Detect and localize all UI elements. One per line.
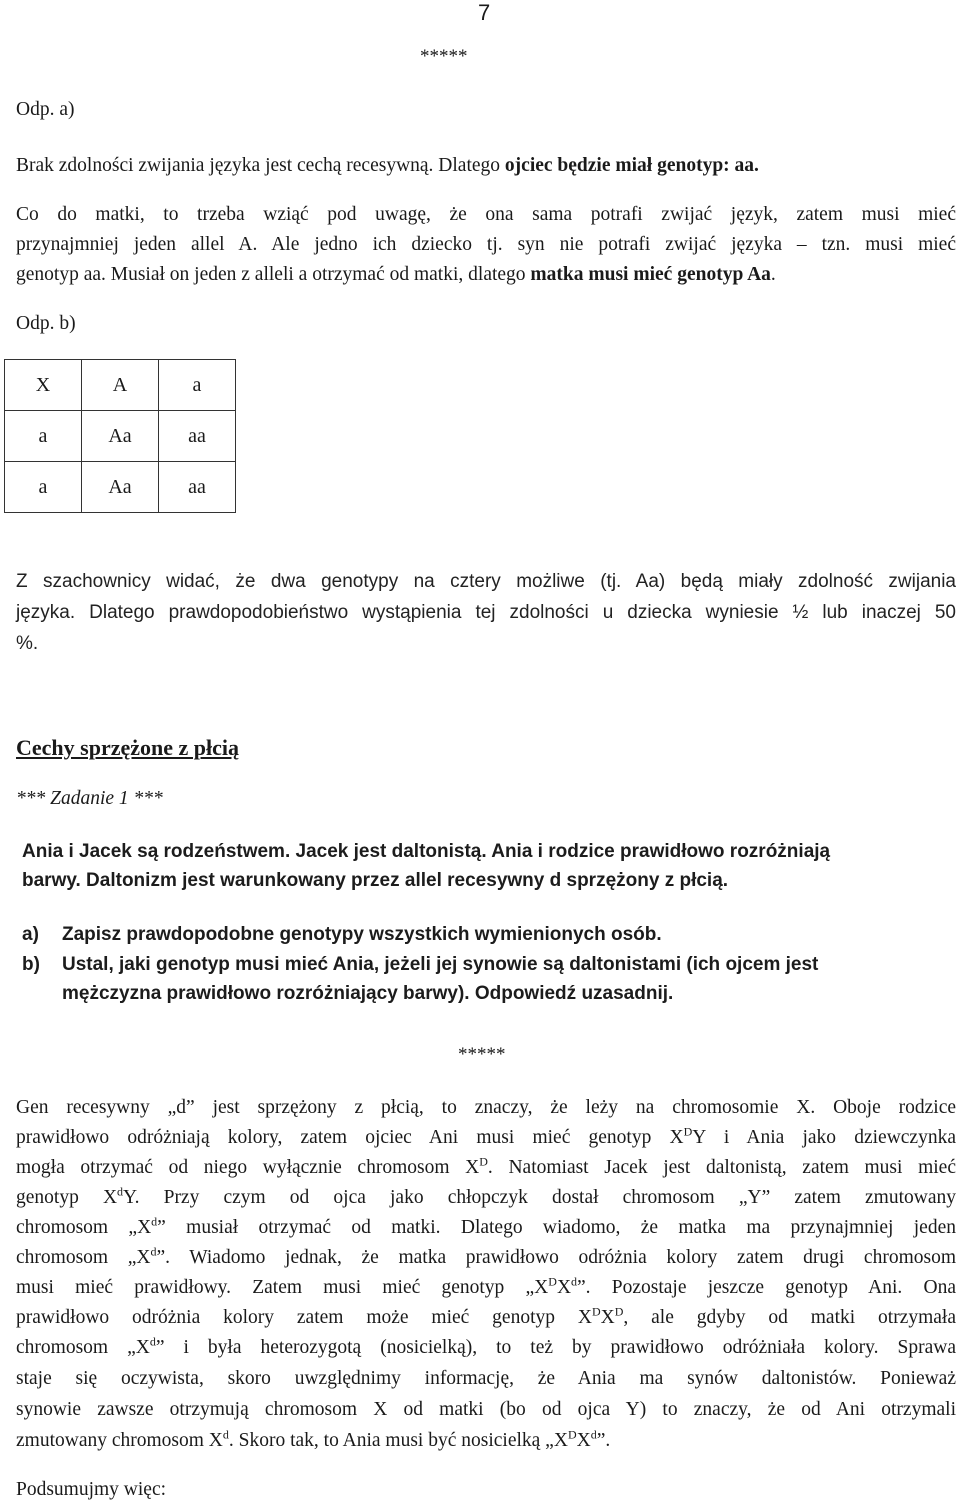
task-intro-line2: barwy. Daltonizm jest warunkowany przez allel recesywny d sprzężony z płcią. (22, 870, 729, 891)
answer-superscript: D (567, 1427, 577, 1442)
answer-line: staje się oczywista, skoro uwzględnimy informację, że Ania ma synów daltonistów. Ponieważ (16, 1368, 956, 1389)
task-a-text: Zapisz prawdopodobne genotypy wszystkich wymienionych osób. (62, 924, 662, 945)
paragraph-recessive-text: Brak zdolności zwijania języka jest cechą recesywną. Dlatego (16, 155, 505, 176)
separator-stars-top: ***** (420, 46, 468, 67)
answer-text: . Skoro tak, to Ania musi być nosicielką „X (228, 1430, 568, 1451)
father-genotype-bold: ojciec będzie miał genotyp: aa. (504, 155, 759, 176)
answer-superscript: d (590, 1427, 597, 1442)
task-b-label: b) (22, 954, 40, 975)
answer-superscript: d (571, 1274, 578, 1289)
answer-text: ” i była heterozygotą (nosicielką), to też by prawidłowo odróżniała kolory. Sprawa (155, 1337, 957, 1358)
answer-superscript: D (683, 1124, 693, 1139)
paragraph-mother-line3-text: genotyp aa. Musiał on jeden z alleli a otrzymać od matki, dlatego (16, 264, 531, 285)
answer-line (16, 1126, 956, 1150)
answer-text: chromosom „X (16, 1337, 150, 1358)
mother-genotype-bold: matka musi mieć genotyp Aa (530, 264, 771, 285)
punnett-cell: a (5, 462, 82, 513)
answer-text: genotyp X (16, 1187, 118, 1208)
paragraph-punnett-line3: %. (16, 633, 39, 654)
answer-text: . Natomiast Jacek jest daltonistą, zatem musi mieć (487, 1157, 956, 1178)
answer-text: X (576, 1430, 591, 1451)
answer-text: chromosom „X (16, 1247, 151, 1268)
answer-superscript: d (150, 1244, 157, 1259)
answer-text: ”. Pozostaje jeszcze genotyp Ani. Ona (577, 1277, 957, 1298)
answer-a-label: Odp. a) (16, 99, 75, 120)
answer-text: prawidłowo odróżnia kolory zatem może mieć genotyp X (16, 1307, 592, 1328)
answer-text: prawidłowo odróżniają kolory, zatem ojciec Ani musi mieć genotyp X (16, 1127, 684, 1148)
answer-line (16, 1246, 956, 1270)
answer-text: Y i Ania jako dziewczynka (692, 1127, 956, 1148)
task-intro-line1: Ania i Jacek są rodzeństwem. Jacek jest daltonistą. Ania i rodzice prawidłowo rozróżniają (22, 841, 831, 862)
answer-line (16, 1306, 956, 1330)
answer-text: mogła otrzymać od niego wyłącznie chromosom X (16, 1157, 480, 1178)
answer-line (16, 1276, 956, 1300)
punnett-row (5, 411, 236, 462)
answer-superscript: D (548, 1274, 557, 1289)
answer-line: Gen recesywny „d” jest sprzężony z płcią, to znaczy, że leży na chromosomie X. Oboje rodzice (16, 1097, 956, 1118)
task-title: *** Zadanie 1 *** (16, 788, 163, 809)
answer-text: ” musiał otrzymać od matki. Dlatego wiadomo, że matka ma przynajmniej jeden (157, 1217, 956, 1238)
answer-text: X (556, 1277, 572, 1298)
answer-superscript: D (614, 1304, 624, 1319)
answer-text: ”. Wiadomo jednak, że matka prawidłowo odróżnia kolory zatem drugi chromosom (156, 1247, 956, 1268)
paragraph-mother-line1: Co do matki, to trzeba wziąć pod uwagę, że ona sama potrafi zwijać język, zatem musi mieć (16, 204, 956, 225)
answer-superscript: D (479, 1154, 488, 1169)
separator-stars-mid: ***** (458, 1044, 506, 1065)
answer-line (16, 1429, 610, 1453)
answer-superscript: d (149, 1334, 156, 1349)
punnett-cell: Aa (82, 462, 159, 513)
answer-text: ”. (596, 1430, 611, 1451)
paragraph-mother-line3 (16, 263, 776, 287)
punnett-cell: A (82, 360, 159, 411)
answer-b-label: Odp. b) (16, 313, 76, 334)
punnett-cell: a (5, 411, 82, 462)
task-b-line1: Ustal, jaki genotyp musi mieć Ania, jeżeli jej synowie są daltonistami (ich ojcem jest (62, 954, 819, 975)
answer-text: zmutowany chromosom X (16, 1430, 223, 1451)
task-a-label: a) (22, 924, 39, 945)
closing-text: Podsumujmy więc: (16, 1479, 167, 1500)
punnett-cell: Aa (82, 411, 159, 462)
answer-text: musi mieć prawidłowy. Zatem musi mieć genotyp „X (16, 1277, 549, 1298)
answer-text: X (600, 1307, 615, 1328)
paragraph-mother-line3-end: . (770, 264, 776, 285)
answer-text: , ale gdyby od matki otrzymała (623, 1307, 956, 1328)
page-number: 7 (478, 0, 491, 25)
answer-line (16, 1186, 956, 1210)
punnett-row (5, 360, 236, 411)
punnett-cell: a (159, 360, 236, 411)
punnett-cell: aa (159, 462, 236, 513)
punnett-square (4, 359, 236, 513)
punnett-cell: X (5, 360, 82, 411)
section-heading: Cechy sprzężone z płcią (16, 735, 239, 760)
answer-text: chromosom „X (16, 1217, 152, 1238)
answer-line (16, 1336, 956, 1360)
task-b-line2: mężczyzna prawidłowo rozróżniający barwy). Odpowiedź uzasadnij. (62, 983, 674, 1004)
answer-superscript: d (151, 1214, 158, 1229)
answer-superscript: d (117, 1184, 124, 1199)
answer-text: Y. Przy czym od ojca jako chłopczyk dostał chromosom „Y” zatem zmutowany (123, 1187, 957, 1208)
answer-superscript: D (591, 1304, 601, 1319)
paragraph-punnett-line2: języka. Dlatego prawdopodobieństwo wystąpienia tej zdolności u dziecka wyniesie ½ lub inaczej 50 (16, 602, 956, 623)
answer-superscript: d (222, 1427, 229, 1442)
punnett-cell: aa (159, 411, 236, 462)
paragraph-mother-line2: przynajmniej jeden allel A. Ale jedno ich dziecko tj. syn nie potrafi zwijać języka – tzn. musi mieć (16, 234, 956, 255)
answer-line (16, 1216, 956, 1240)
paragraph-punnett-line1: Z szachownicy widać, że dwa genotypy na cztery możliwe (tj. Aa) będą miały zdolność zwijania (16, 571, 956, 592)
answer-line (16, 1156, 956, 1180)
paragraph-recessive (16, 154, 759, 178)
answer-line: synowie zawsze otrzymują chromosom X od matki (bo od ojca Y) to znaczy, że od Ani otrzymali (16, 1399, 956, 1420)
punnett-row (5, 462, 236, 513)
